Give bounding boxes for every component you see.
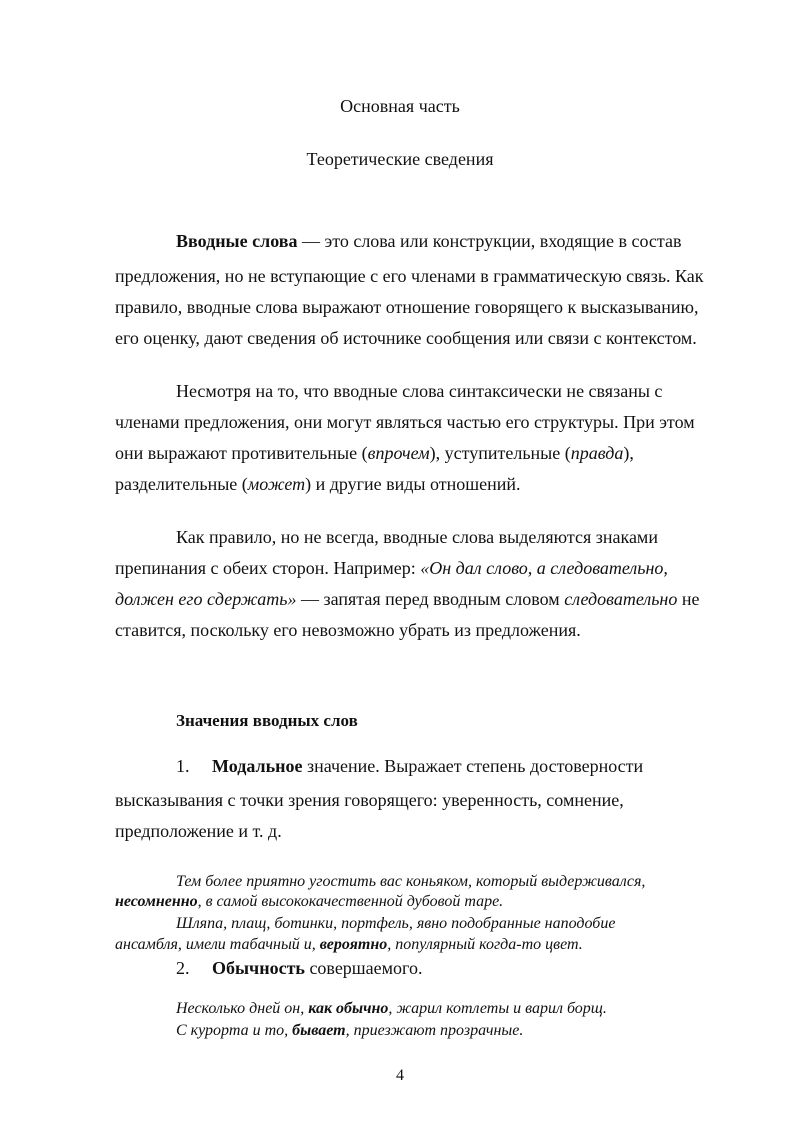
p3-line4: ставится, поскольку его невозможно убрать из предложения.	[115, 620, 581, 640]
section-title: Значения вводных слов	[176, 711, 358, 730]
example3-text-c: , жарил котлеты и варил борщ.	[388, 1000, 607, 1017]
term-introductory-words: Вводные слова	[176, 231, 298, 251]
p3-l3-text-d: не	[677, 589, 700, 609]
example4-bold-word: бывает	[292, 1022, 346, 1039]
item1-number: 1.	[176, 756, 190, 776]
p2-l4-text-c: ) и другие виды отношений.	[305, 474, 521, 494]
p3-quote-part1: «Он дал слово, а следовательно,	[420, 558, 668, 578]
example4-text-a: С курорта и то,	[176, 1022, 293, 1039]
example-word-pravda: правда	[570, 443, 624, 463]
p3-line3	[115, 588, 699, 610]
p3-line2	[115, 557, 668, 579]
p3-line1: Как правило, но не всегда, вводные слова выделяются знаками	[176, 527, 658, 547]
example3-line	[176, 999, 607, 1019]
item2-term: Обычность	[212, 958, 305, 978]
example3-bold-word: как обычно	[308, 1000, 389, 1017]
p2-line1: Несмотря на то, что вводные слова синтаксически не связаны с	[176, 381, 663, 401]
example-word-sledovatelno: следовательно	[564, 589, 678, 609]
item1-term: Модальное	[212, 756, 303, 776]
p3-quote-part2: должен его сдержать»	[115, 589, 297, 609]
item1-line1	[176, 755, 643, 777]
p2-l3-text-e: ),	[623, 443, 634, 463]
example2-line1: Шляпа, плащ, ботинки, портфель, явно подобранные наподобие	[176, 915, 616, 932]
p2-l3-text-a: они выражают противительные (	[115, 443, 368, 463]
example-word-vprochem: впрочем	[367, 443, 430, 463]
item2-number: 2.	[176, 958, 190, 978]
example4-text-c: , приезжают прозрачные.	[345, 1022, 524, 1039]
example1-line2	[115, 892, 503, 912]
item2-line	[176, 957, 422, 979]
example-word-mozhet: может	[247, 474, 306, 494]
p2-l3-text-c: ), уступительные (	[429, 443, 571, 463]
item1-line1-text: значение. Выражает степень достоверности	[302, 756, 644, 776]
example2-l2-text-a: ансамбля, имели табачный и,	[115, 936, 320, 953]
item2-text: совершаемого.	[304, 958, 423, 978]
p1-line1-text: — это слова или конструкции, входящие в состав	[297, 231, 682, 251]
example2-l2-text-c: , популярный когда-то цвет.	[387, 936, 583, 953]
example1-line2-text: , в самой высококачественной дубовой таре.	[197, 893, 504, 910]
example3-text-a: Несколько дней он,	[176, 1000, 309, 1017]
example2-line2	[115, 935, 583, 955]
page-number: 4	[396, 1067, 404, 1084]
p2-line2: членами предложения, они могут являться частью его структуры. При этом	[115, 412, 695, 432]
main-part-heading: Основная часть	[340, 96, 460, 116]
example1-line1: Тем более приятно угостить вас коньяком, который выдерживался,	[176, 873, 646, 890]
example1-bold-word: несомненно	[115, 893, 198, 910]
p1-line4: его оценку, дают сведения об источнике сообщения или связи с контекстом.	[115, 328, 697, 348]
p3-l3-text-b: — запятая перед вводным словом	[296, 589, 565, 609]
p2-line4	[115, 473, 521, 495]
theory-heading: Теоретические сведения	[306, 149, 494, 169]
item1-line3: предположение и т. д.	[115, 821, 282, 841]
p1-line1	[176, 230, 681, 252]
p2-l4-text-a: разделительные (	[115, 474, 248, 494]
item1-line2: высказывания с точки зрения говорящего: уверенность, сомнение,	[115, 790, 624, 810]
p1-line3: правило, вводные слова выражают отношение говорящего к высказыванию,	[115, 297, 699, 317]
p3-l2-text-a: препинания с обеих сторон. Например:	[115, 558, 421, 578]
p2-line3	[115, 442, 634, 464]
example2-bold-word: вероятно	[319, 936, 388, 953]
example4-line	[176, 1021, 523, 1041]
p1-line2: предложения, но не вступающие с его членами в грамматическую связь. Как	[115, 266, 704, 286]
